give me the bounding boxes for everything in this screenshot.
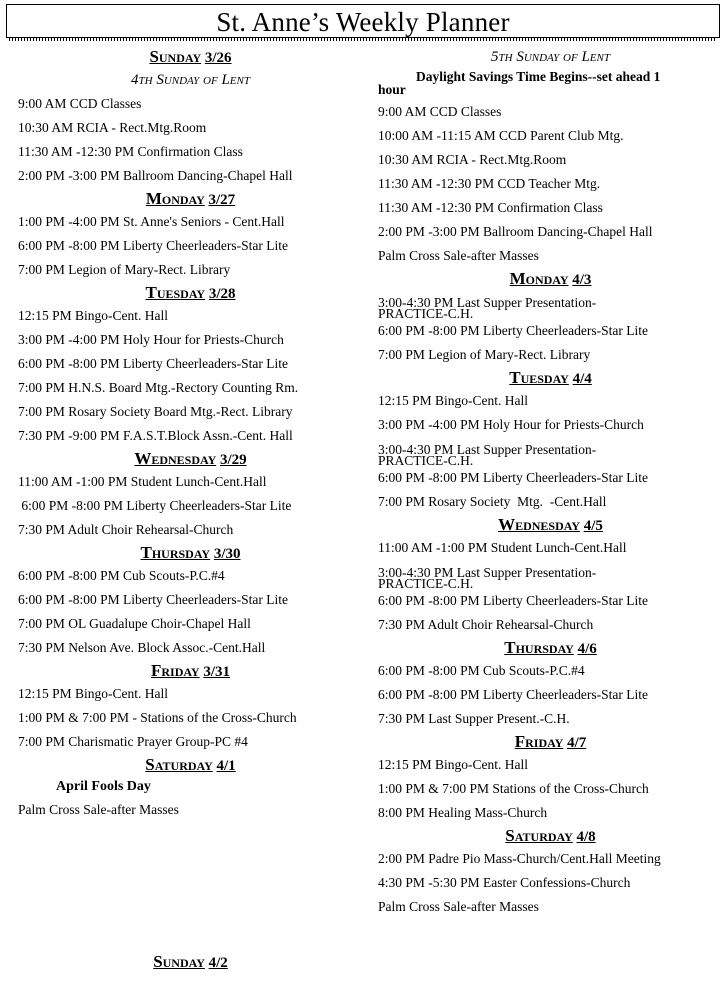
event: 9:00 AM CCD Classes — [378, 104, 502, 119]
liturgical-subtitle: 5th Sunday of Lent — [491, 49, 610, 65]
day-heading-friday-3-31 — [18, 660, 363, 682]
event: 6:00 PM -8:00 PM Liberty Cheerleaders-Star Lite — [378, 593, 648, 608]
event: 3:00 PM -4:00 PM Holy Hour for Priests-Church — [378, 417, 644, 432]
day-name: Friday — [150, 661, 200, 680]
event: 7:00 PM OL Guadalupe Choir-Chapel Hall — [18, 616, 251, 631]
day-heading-wednesday-3-29 — [18, 448, 363, 470]
event: 7:00 PM Legion of Mary-Rect. Library — [18, 262, 231, 277]
event-multiline — [378, 437, 723, 468]
event: 11:30 AM -12:30 PM Confirmation Class — [18, 144, 243, 159]
day-name: Saturday — [505, 826, 573, 845]
dst-notice — [378, 68, 723, 100]
event: 3:00 PM -4:00 PM Holy Hour for Priests-Church — [18, 332, 284, 347]
day-date: 3/31 — [203, 664, 231, 680]
event: 6:00 PM -8:00 PM Liberty Cheerleaders-Star Lite — [18, 498, 292, 513]
event: 6:00 PM -8:00 PM Cub Scouts-P.C.#4 — [18, 568, 225, 583]
day-heading-tuesday-4-4 — [378, 367, 723, 389]
day-heading-monday-4-3 — [378, 268, 723, 290]
event: 7:30 PM Last Supper Present.-C.H. — [378, 711, 570, 726]
day-name: Monday — [509, 269, 569, 288]
event-line: 3:00-4:30 PM Last Supper Presentation- — [378, 295, 597, 310]
event: 11:00 AM -1:00 PM Student Lunch-Cent.Hall — [378, 540, 627, 555]
day-date: 4/4 — [572, 371, 592, 387]
day-heading-saturday-4-8 — [378, 825, 723, 847]
event-multiline — [378, 290, 723, 321]
event: 1:00 PM -4:00 PM St. Anne's Seniors - Cent.Hall — [18, 214, 285, 229]
event: 12:15 PM Bingo-Cent. Hall — [18, 308, 169, 323]
dst-notice-line1: Daylight Savings Time Begins--set ahead 1 — [416, 69, 661, 84]
day-heading-friday-4-7 — [378, 731, 723, 753]
day-date: 4/2 — [208, 955, 228, 971]
event: 6:00 PM -8:00 PM Liberty Cheerleaders-Star Lite — [378, 470, 648, 485]
event-line: 3:00-4:30 PM Last Supper Presentation- — [378, 442, 597, 457]
day-name: Thursday — [504, 638, 574, 657]
event: 6:00 PM -8:00 PM Liberty Cheerleaders-Star Lite — [378, 687, 648, 702]
event-line: PRACTICE-C.H. — [378, 576, 474, 591]
day-date: 4/5 — [583, 518, 603, 534]
event: Palm Cross Sale-after Masses — [378, 899, 539, 914]
event: 10:00 AM -11:15 AM CCD Parent Club Mtg. — [378, 128, 624, 143]
event: 2:00 PM -3:00 PM Ballroom Dancing-Chapel Hall — [18, 168, 293, 183]
day-heading-saturday-4-1 — [18, 754, 363, 776]
event: 7:30 PM -9:00 PM F.A.S.T.Block Assn.-Cent. Hall — [18, 428, 293, 443]
day-date: 4/6 — [577, 641, 597, 657]
event: 6:00 PM -8:00 PM Liberty Cheerleaders-Star Lite — [378, 323, 648, 338]
day-name: Sunday — [149, 47, 202, 66]
page-title: St. Anne’s Weekly Planner — [216, 7, 510, 37]
event: 7:30 PM Adult Choir Rehearsal-Church — [378, 617, 594, 632]
day-name: Tuesday — [509, 368, 569, 387]
day-date: 3/27 — [208, 192, 236, 208]
event: 7:00 PM Charismatic Prayer Group-PC #4 — [18, 734, 248, 749]
event-multiline — [378, 560, 723, 591]
event: 7:00 PM H.N.S. Board Mtg.-Rectory Counting Rm. — [18, 380, 299, 395]
day-date: 4/1 — [216, 758, 236, 774]
dst-notice-line2: hour — [378, 82, 406, 97]
day-heading-sunday-3-26 — [18, 46, 363, 68]
event: 12:15 PM Bingo-Cent. Hall — [378, 757, 529, 772]
day-heading-tuesday-3-28 — [18, 282, 363, 304]
event: 2:00 PM -3:00 PM Ballroom Dancing-Chapel Hall — [378, 224, 653, 239]
day-name: Sunday — [153, 952, 205, 971]
event-line: PRACTICE-C.H. — [378, 306, 474, 321]
day-date: 3/28 — [208, 286, 236, 302]
day-date: 3/26 — [204, 50, 232, 66]
event: 12:15 PM Bingo-Cent. Hall — [18, 686, 169, 701]
event: 7:30 PM Adult Choir Rehearsal-Church — [18, 522, 234, 537]
event: 6:00 PM -8:00 PM Liberty Cheerleaders-Star Lite — [18, 238, 288, 253]
event: 7:30 PM Nelson Ave. Block Assoc.-Cent.Hall — [18, 640, 266, 655]
title-banner — [6, 4, 720, 38]
day-date: 4/7 — [567, 735, 587, 751]
day-heading-wednesday-4-5 — [378, 514, 723, 536]
liturgical-subtitle: 4th Sunday of Lent — [131, 72, 250, 88]
right-column — [378, 46, 723, 919]
day-date: 4/8 — [576, 829, 596, 845]
day-note: April Fools Day — [56, 779, 151, 794]
event: Palm Cross Sale-after Masses — [18, 802, 179, 817]
day-name: Friday — [514, 732, 564, 751]
event: 6:00 PM -8:00 PM Liberty Cheerleaders-Star Lite — [18, 356, 288, 371]
event: 7:00 PM Legion of Mary-Rect. Library — [378, 347, 591, 362]
event-line: 3:00-4:30 PM Last Supper Presentation- — [378, 565, 597, 580]
day-name: Thursday — [140, 543, 211, 562]
day-heading-sunday-4-2 — [18, 951, 363, 973]
day-date: 4/3 — [572, 272, 592, 288]
day-name: Saturday — [145, 755, 213, 774]
event: 1:00 PM & 7:00 PM - Stations of the Cross-Church — [18, 710, 297, 725]
event: 4:30 PM -5:30 PM Easter Confessions-Church — [378, 875, 631, 890]
event: 2:00 PM Padre Pio Mass-Church/Cent.Hall Meeting — [378, 851, 661, 866]
event: 11:00 AM -1:00 PM Student Lunch-Cent.Hall — [18, 474, 267, 489]
event: 6:00 PM -8:00 PM Liberty Cheerleaders-Star Lite — [18, 592, 288, 607]
event-line: PRACTICE-C.H. — [378, 453, 474, 468]
day-name: Monday — [145, 189, 205, 208]
event: 10:30 AM RCIA - Rect.Mtg.Room — [378, 152, 567, 167]
day-heading-thursday-3-30 — [18, 542, 363, 564]
event: 11:30 AM -12:30 PM Confirmation Class — [378, 200, 603, 215]
event: 11:30 AM -12:30 PM CCD Teacher Mtg. — [378, 176, 601, 191]
event: Palm Cross Sale-after Masses — [378, 248, 539, 263]
day-heading-monday-3-27 — [18, 188, 363, 210]
event: 10:30 AM RCIA - Rect.Mtg.Room — [18, 120, 207, 135]
day-name: Wednesday — [498, 515, 580, 534]
event: 12:15 PM Bingo-Cent. Hall — [378, 393, 529, 408]
event: 9:00 AM CCD Classes — [18, 96, 142, 111]
day-name: Tuesday — [145, 283, 206, 302]
event: 7:00 PM Rosary Society Board Mtg.-Rect. Library — [18, 404, 293, 419]
day-heading-thursday-4-6 — [378, 637, 723, 659]
day-date: 3/30 — [213, 546, 241, 562]
day-date: 3/29 — [220, 452, 247, 468]
event: 8:00 PM Healing Mass-Church — [378, 805, 548, 820]
event: 6:00 PM -8:00 PM Cub Scouts-P.C.#4 — [378, 663, 585, 678]
event: 1:00 PM & 7:00 PM Stations of the Cross-Church — [378, 781, 649, 796]
day-name: Wednesday — [134, 449, 217, 468]
left-column — [18, 46, 363, 822]
event: 7:00 PM Rosary Society Mtg. -Cent.Hall — [378, 494, 607, 509]
